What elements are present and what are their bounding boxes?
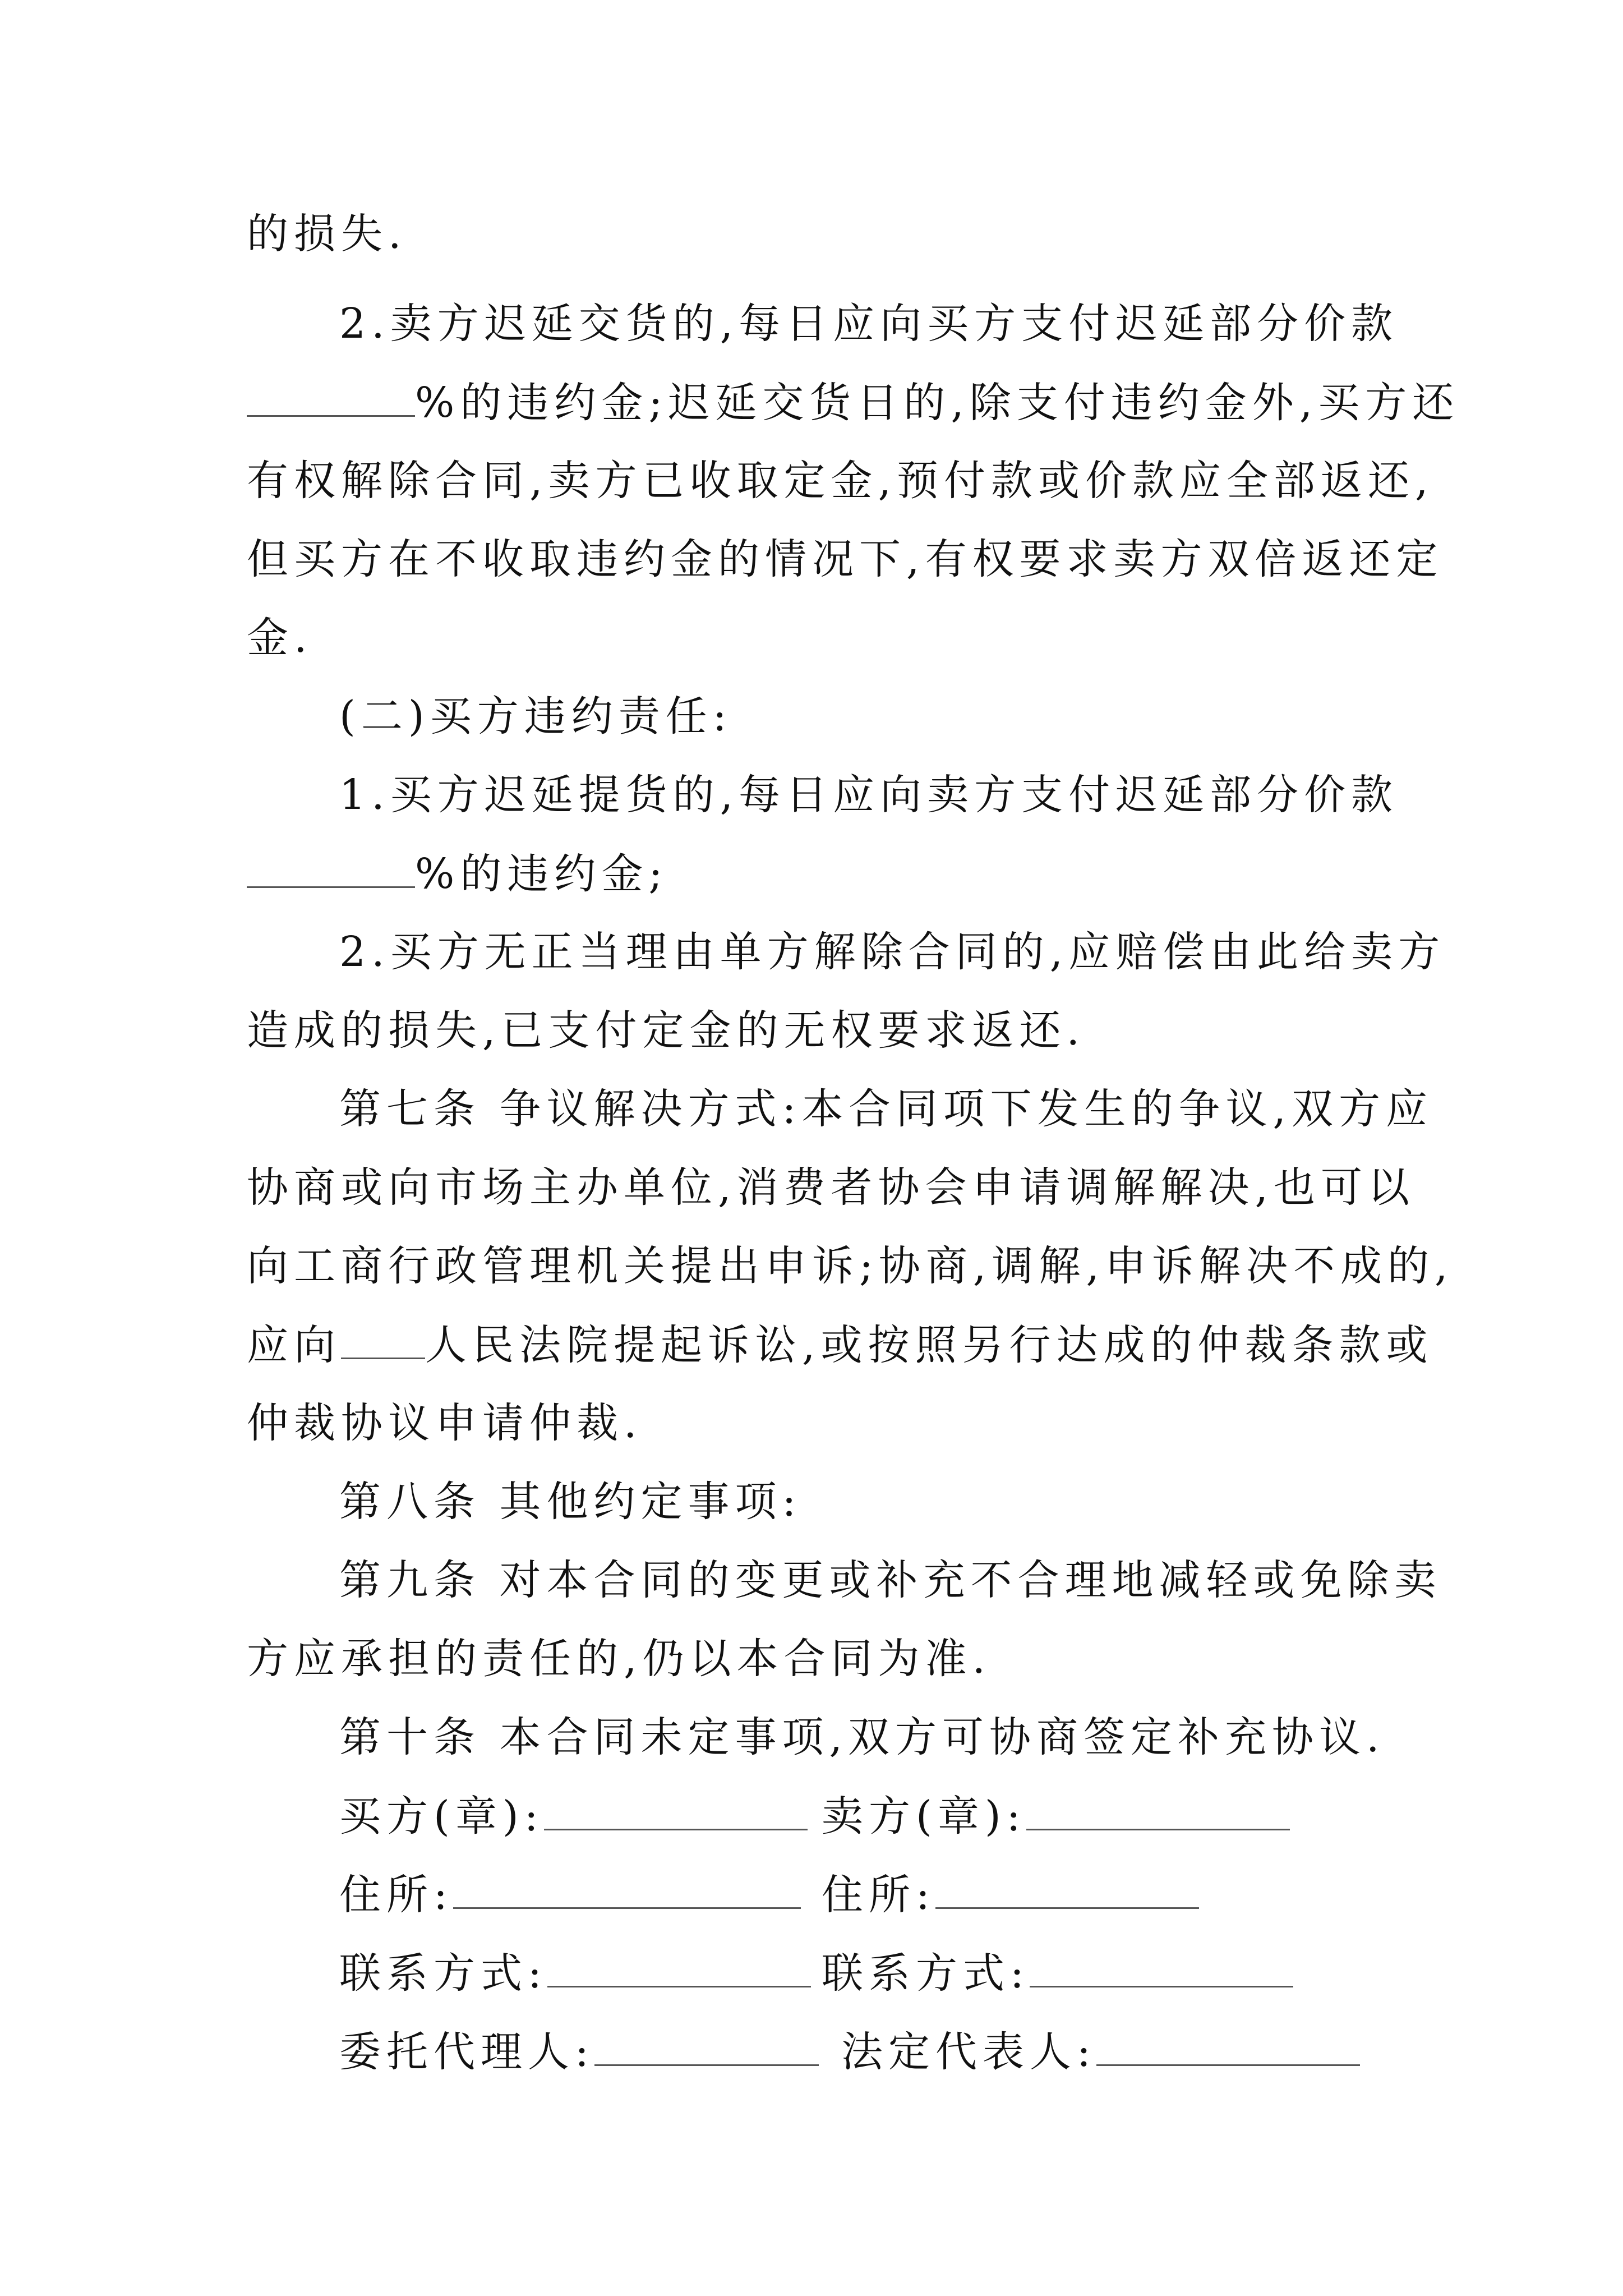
text-line: 方应承担的责任的,仍以本合同为准. [247,1635,992,1683]
buyer-address-label: 住所: [339,1871,453,1919]
seller-contact-label: 联系方式: [822,1949,1030,1998]
signature-row [339,1792,808,1841]
agent-field[interactable] [594,2031,819,2066]
text-line: 2.买方无正当理由单方解除合同的,应赔偿由此给卖方 [339,928,1446,976]
legal-rep-field[interactable] [1096,2031,1360,2066]
seller-address-field[interactable] [935,1874,1199,1909]
text-line: 造成的损失,已支付定金的无权要求返还. [247,1006,1086,1055]
seller-seal-field[interactable] [1026,1795,1290,1830]
text-fragment: %的违约金;迟延交货日的,除支付违约金外,买方还 [415,379,1460,427]
agent-label: 委托代理人: [339,2028,594,2076]
seller-contact-field[interactable] [1030,1952,1293,1987]
text-line: 向工商行政管理机关提出申诉;协商,调解,申诉解决不成的, [247,1242,1454,1290]
signature-row [339,1871,801,1919]
text-line: 有权解除合同,卖方已收取定金,预付款或价款应全部返还, [247,457,1434,505]
text-fragment: %的违约金; [415,850,668,898]
signature-row [822,1792,1290,1841]
article-7-heading: 第七条 争议解决方式:本合同项下发生的争议,双方应 [339,1085,1433,1133]
article-8-heading: 第八条 其他约定事项: [339,1478,802,1526]
section-heading: (二)买方违约责任: [339,692,732,740]
signature-row [822,1871,1199,1919]
text-line: 金. [247,614,313,662]
buyer-contact-field[interactable] [547,1952,811,1987]
buyer-seal-field[interactable] [544,1795,808,1830]
text-line: 但买方在不收取违约金的情况下,有权要求卖方双倍返还定 [247,535,1444,583]
article-9-heading: 第九条 对本合同的变更或补充不合理地减轻或免除卖 [339,1556,1442,1604]
text-line [247,1321,1433,1369]
signature-row [339,1949,811,1998]
signature-row [841,2028,1360,2076]
signature-row [822,1949,1293,1998]
seller-address-label: 住所: [822,1871,935,1919]
text-line [247,379,1460,427]
buyer-address-field[interactable] [453,1874,801,1909]
buyer-seal-label: 买方(章): [339,1792,544,1841]
buyer-contact-label: 联系方式: [339,1949,547,1998]
fill-in-blank[interactable] [341,1324,425,1359]
fill-in-blank[interactable] [247,853,415,888]
text-line: 的损失. [247,210,407,258]
text-line: 协商或向市场主办单位,消费者协会申请调解解决,也可以 [247,1163,1415,1212]
text-line [247,850,668,898]
text-fragment: 人民法院提起诉讼,或按照另行达成的仲裁条款或 [425,1321,1433,1369]
article-10-heading: 第十条 本合同未定事项,双方可协商签定补充协议. [339,1713,1385,1761]
text-line: 仲裁协议申请仲裁. [247,1399,643,1447]
text-fragment: 应向 [247,1321,341,1369]
legal-rep-label: 法定代表人: [841,2028,1096,2076]
text-line: 1.买方迟延提货的,每日应向卖方支付迟延部分价款 [339,771,1399,819]
seller-seal-label: 卖方(章): [822,1792,1026,1841]
text-line: 2.卖方迟延交货的,每日应向买方支付迟延部分价款 [339,300,1399,348]
signature-row [339,2028,819,2076]
fill-in-blank[interactable] [247,381,415,417]
